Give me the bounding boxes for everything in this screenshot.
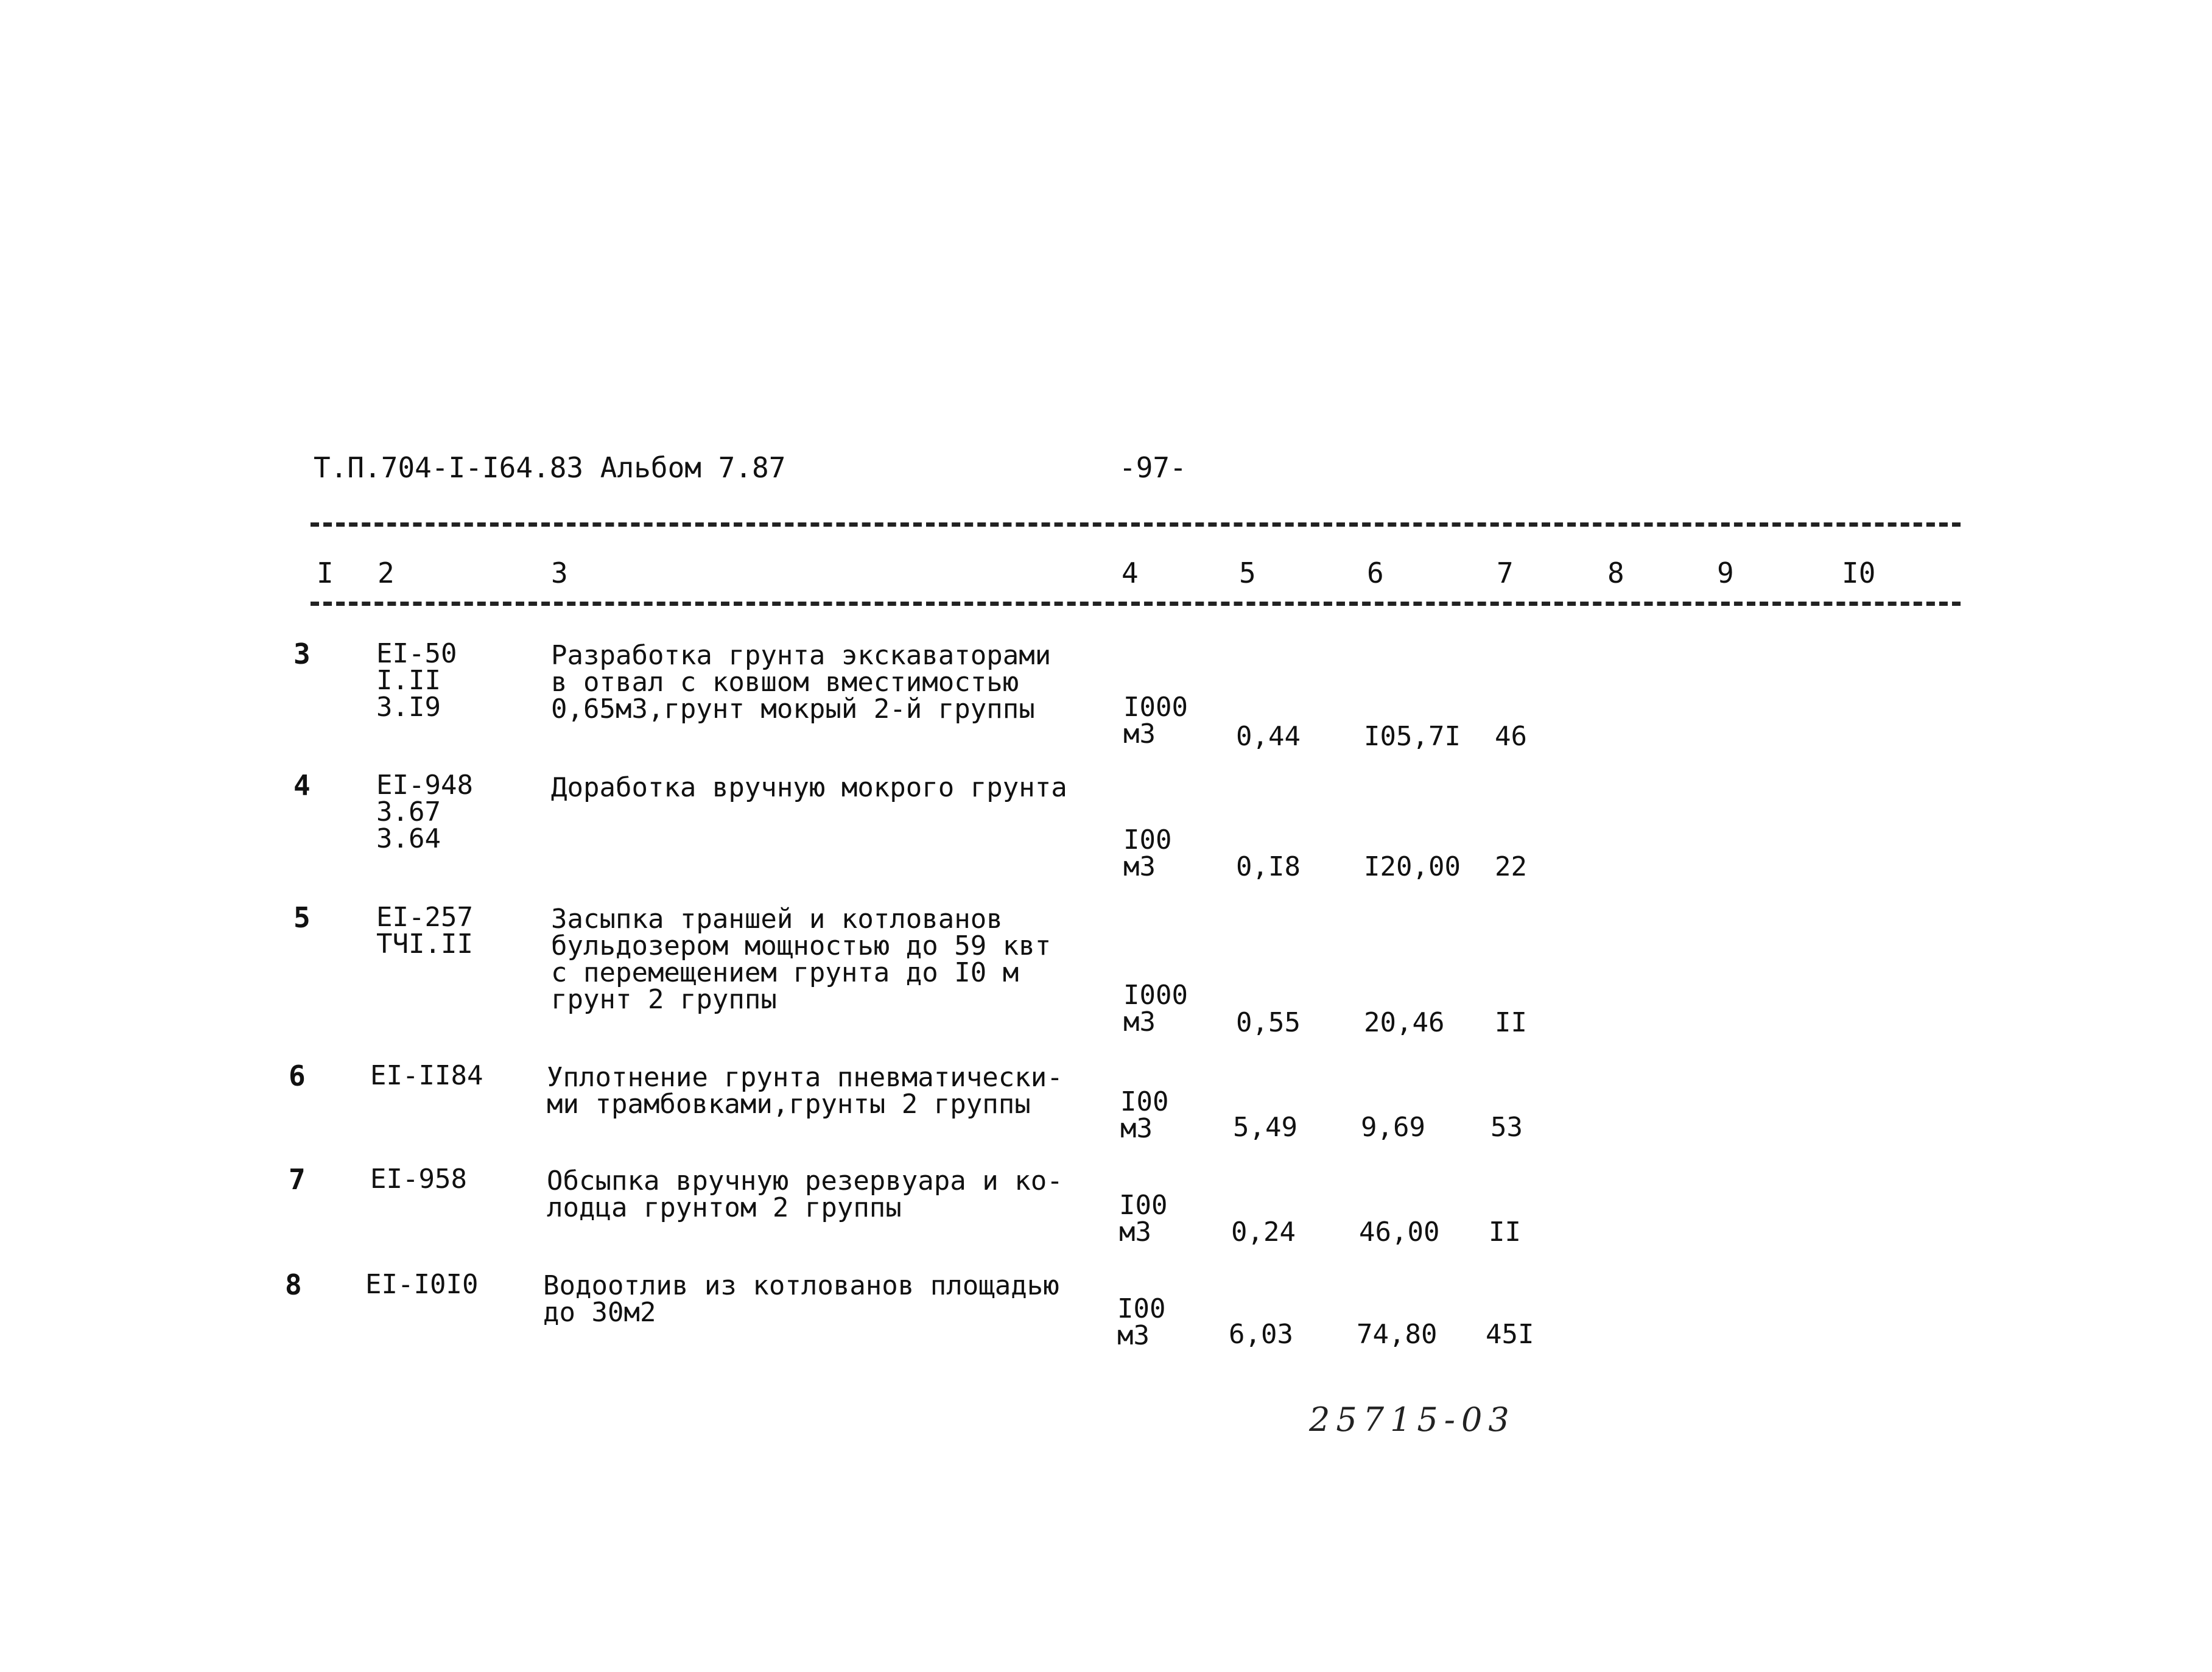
document-code: Т.П.704-I-I64.83 Альбом 7.87 — [314, 451, 786, 484]
unit-of-measure: I00 м3 — [1119, 1190, 1168, 1248]
row-number: 4 — [293, 769, 311, 802]
work-description: Обсыпка вручную резервуара и ко- лодца грунтом 2 группы — [547, 1165, 1063, 1223]
column-header-1: I — [317, 557, 334, 589]
norm-code: EI-958 — [370, 1164, 467, 1195]
quantity: 0,24 — [1231, 1217, 1296, 1248]
column-7-value: 46 — [1495, 721, 1527, 752]
work-description: Доработка вручную мокрого грунта — [551, 772, 1067, 803]
norm-code: EI-257 ТЧI.II — [376, 902, 473, 960]
column-7-value: 45I — [1486, 1319, 1534, 1350]
work-description: Водоотлив из котлованов площадью до 30м2 — [543, 1270, 1059, 1328]
norm-code: EI-50 I.II 3.I9 — [376, 638, 457, 723]
quantity: 0,I8 — [1236, 851, 1301, 882]
column-header-4: 4 — [1122, 557, 1139, 589]
column-header-10: I0 — [1842, 557, 1876, 589]
row-number: 6 — [289, 1059, 306, 1092]
unit-price: I05,7I — [1364, 721, 1461, 752]
unit-price: 20,46 — [1364, 1007, 1445, 1038]
column-7-value: II — [1489, 1217, 1521, 1248]
row-number: 7 — [289, 1163, 306, 1196]
quantity: 0,44 — [1236, 721, 1301, 752]
column-7-value: II — [1495, 1007, 1527, 1038]
header-bottom-divider — [311, 602, 1961, 606]
column-7-value: 53 — [1490, 1112, 1523, 1143]
handwritten-archive-number: 25715-03 — [1309, 1400, 1515, 1439]
unit-price: I20,00 — [1364, 851, 1461, 882]
norm-code: EI-I0I0 — [365, 1269, 479, 1300]
unit-of-measure: I00 м3 — [1123, 824, 1172, 882]
unit-of-measure: I00 м3 — [1117, 1293, 1166, 1351]
unit-price: 9,69 — [1361, 1112, 1425, 1143]
header-top-divider — [311, 522, 1961, 527]
column-header-3: 3 — [551, 557, 568, 589]
column-header-2: 2 — [377, 557, 395, 589]
quantity: 6,03 — [1229, 1319, 1293, 1350]
quantity: 0,55 — [1236, 1007, 1301, 1038]
unit-price: 74,80 — [1357, 1319, 1438, 1350]
norm-code: EI-II84 — [370, 1060, 483, 1091]
quantity: 5,49 — [1233, 1112, 1297, 1143]
unit-of-measure: I000 м3 — [1123, 692, 1188, 750]
unit-of-measure: I000 м3 — [1123, 980, 1188, 1038]
unit-price: 46,00 — [1359, 1217, 1440, 1248]
work-description: Уплотнение грунта пневматически- ми трамбовками,грунты 2 группы — [547, 1062, 1063, 1120]
work-description: Разработка грунта экскаваторами в отвал с ковшом вместимостью 0,65м3,грунт мокрый 2-й группы — [551, 640, 1052, 725]
column-header-6: 6 — [1367, 557, 1384, 589]
column-7-value: 22 — [1495, 851, 1527, 882]
column-header-9: 9 — [1717, 557, 1734, 589]
row-number: 3 — [293, 638, 311, 670]
column-header-8: 8 — [1607, 557, 1624, 589]
column-header-5: 5 — [1239, 557, 1256, 589]
unit-of-measure: I00 м3 — [1120, 1086, 1169, 1144]
work-description: Засыпка траншей и котлованов бульдозером мощностью до 59 квт с перемещением грунта до I0 м грунт 2 группы — [551, 904, 1052, 1015]
column-header-7: 7 — [1497, 557, 1514, 589]
row-number: 5 — [293, 901, 311, 934]
row-number: 8 — [285, 1268, 302, 1301]
norm-code: EI-948 3.67 3.64 — [376, 770, 473, 854]
page-number: -97- — [1119, 451, 1187, 484]
